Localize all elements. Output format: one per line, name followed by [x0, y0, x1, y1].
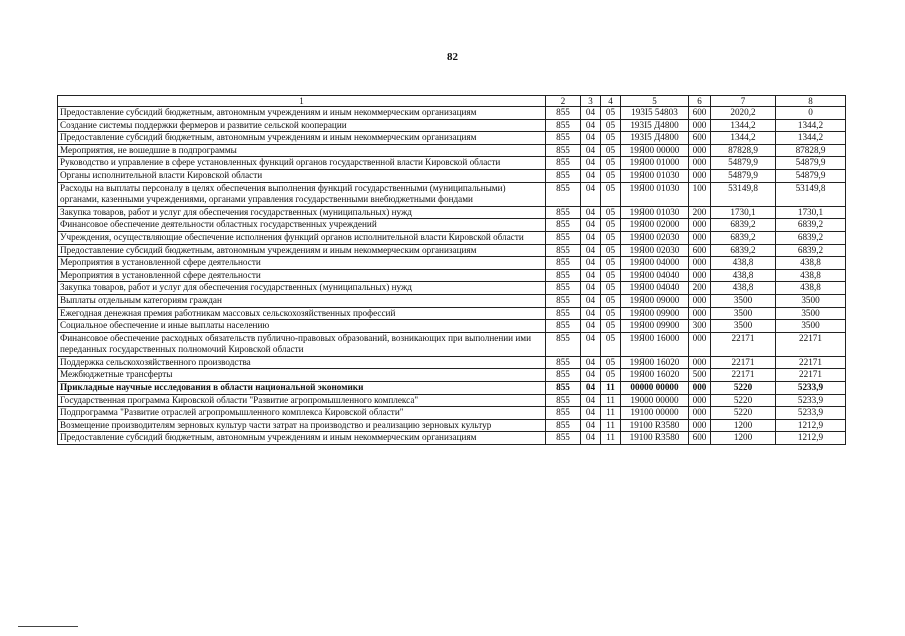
subsection-code: 05: [601, 294, 621, 307]
amount-final: 438,8: [776, 282, 846, 295]
amount-final: 53149,8: [776, 182, 846, 206]
column-header-8: 8: [776, 96, 846, 107]
row-name: Мероприятия в установленной сфере деятельности: [58, 257, 546, 270]
rzpr-code: 855: [546, 432, 581, 445]
section-code: 04: [581, 119, 601, 132]
column-header-4: 4: [601, 96, 621, 107]
amount-final: 1212,9: [776, 432, 846, 445]
target-article-code: 19Я00 02000: [621, 219, 689, 232]
amount-plan: 53149,8: [711, 182, 776, 206]
footnote-divider: [18, 626, 78, 627]
row-name: Мероприятия в установленной сфере деятельности: [58, 269, 546, 282]
expense-type-code: 200: [689, 282, 711, 295]
subsection-code: 05: [601, 307, 621, 320]
amount-final: 438,8: [776, 257, 846, 270]
subsection-code: 05: [601, 219, 621, 232]
amount-final: 5233,9: [776, 382, 846, 395]
rzpr-code: 855: [546, 169, 581, 182]
rzpr-code: 855: [546, 132, 581, 145]
row-name: Закупка товаров, работ и услуг для обеспечения государственных (муниципальных) нужд: [58, 282, 546, 295]
rzpr-code: 855: [546, 144, 581, 157]
amount-final: 6839,2: [776, 231, 846, 244]
table-body: [58, 107, 846, 445]
rzpr-code: 855: [546, 320, 581, 333]
amount-final: 22171: [776, 369, 846, 382]
amount-plan: 6839,2: [711, 244, 776, 257]
expense-type-code: 000: [689, 257, 711, 270]
subsection-code: 11: [601, 419, 621, 432]
column-header-5: 5: [621, 96, 689, 107]
table-row: [58, 132, 846, 145]
target-article-code: 19Я00 04000: [621, 257, 689, 270]
expense-type-code: 300: [689, 320, 711, 333]
rzpr-code: 855: [546, 219, 581, 232]
rzpr-code: 855: [546, 369, 581, 382]
row-name: Прикладные научные исследования в области национальной экономики: [58, 382, 546, 395]
amount-plan: 1200: [711, 419, 776, 432]
table-row: [58, 307, 846, 320]
rzpr-code: 855: [546, 206, 581, 219]
subsection-code: 05: [601, 369, 621, 382]
target-article-code: 193I5 54803: [621, 107, 689, 120]
expense-type-code: 500: [689, 369, 711, 382]
target-article-code: 19Я00 09900: [621, 307, 689, 320]
target-article-code: 19000 00000: [621, 394, 689, 407]
row-name: Закупка товаров, работ и услуг для обеспечения государственных (муниципальных) нужд: [58, 206, 546, 219]
subsection-code: 05: [601, 320, 621, 333]
row-name: Ежегодная денежная премия работникам массовых сельскохозяйственных профессий: [58, 307, 546, 320]
amount-final: 22171: [776, 332, 846, 356]
expense-type-code: 000: [689, 144, 711, 157]
row-name: Руководство и управление в сфере установленных функций органов государственной власти Кировской области: [58, 157, 546, 170]
section-code: 04: [581, 320, 601, 333]
section-code: 04: [581, 257, 601, 270]
expense-type-code: 000: [689, 294, 711, 307]
amount-plan: 3500: [711, 294, 776, 307]
target-article-code: 19Я00 01030: [621, 206, 689, 219]
row-name: Государственная программа Кировской области "Развитие агропромышленного комплекса": [58, 394, 546, 407]
table-row: [58, 231, 846, 244]
table-row: [58, 282, 846, 295]
subsection-code: 05: [601, 206, 621, 219]
subsection-code: 11: [601, 432, 621, 445]
row-name: Предоставление субсидий бюджетным, автономным учреждениям и иным некоммерческим организациям: [58, 132, 546, 145]
amount-final: 3500: [776, 307, 846, 320]
expense-type-code: 600: [689, 432, 711, 445]
amount-plan: 22171: [711, 356, 776, 369]
table-row: [58, 144, 846, 157]
rzpr-code: 855: [546, 119, 581, 132]
target-article-code: 19100 R3580: [621, 432, 689, 445]
amount-plan: 1344,2: [711, 119, 776, 132]
table-row: [58, 407, 846, 420]
amount-plan: 3500: [711, 320, 776, 333]
amount-plan: 54879,9: [711, 157, 776, 170]
section-code: 04: [581, 332, 601, 356]
rzpr-code: 855: [546, 307, 581, 320]
section-code: 04: [581, 369, 601, 382]
section-code: 04: [581, 269, 601, 282]
rzpr-code: 855: [546, 182, 581, 206]
section-code: 04: [581, 356, 601, 369]
amount-plan: 22171: [711, 332, 776, 356]
table-row: [58, 119, 846, 132]
target-article-code: 19Я00 16020: [621, 356, 689, 369]
row-name: Учреждения, осуществляющие обеспечение исполнения функций органов исполнительной власти Кировской области: [58, 231, 546, 244]
expense-type-code: 000: [689, 119, 711, 132]
section-code: 04: [581, 132, 601, 145]
amount-plan: 6839,2: [711, 231, 776, 244]
rzpr-code: 855: [546, 244, 581, 257]
section-code: 04: [581, 382, 601, 395]
expense-type-code: 000: [689, 169, 711, 182]
row-name: Финансовое обеспечение деятельности областных государственных учреждений: [58, 219, 546, 232]
budget-table: [57, 95, 846, 445]
table-row: [58, 219, 846, 232]
rzpr-code: 855: [546, 382, 581, 395]
section-code: 04: [581, 182, 601, 206]
amount-final: 438,8: [776, 269, 846, 282]
target-article-code: 19Я00 16000: [621, 332, 689, 356]
target-article-code: 19Я00 04040: [621, 269, 689, 282]
expense-type-code: 000: [689, 219, 711, 232]
table-row: [58, 320, 846, 333]
expense-type-code: 000: [689, 382, 711, 395]
table-row: [58, 206, 846, 219]
amount-final: 1212,9: [776, 419, 846, 432]
amount-final: 6839,2: [776, 219, 846, 232]
column-header-6: 6: [689, 96, 711, 107]
table-row: [58, 382, 846, 395]
section-code: 04: [581, 169, 601, 182]
amount-plan: 54879,9: [711, 169, 776, 182]
amount-final: 87828,9: [776, 144, 846, 157]
section-code: 04: [581, 394, 601, 407]
column-header-3: 3: [581, 96, 601, 107]
column-header-7: 7: [711, 96, 776, 107]
expense-type-code: 000: [689, 394, 711, 407]
subsection-code: 05: [601, 157, 621, 170]
row-name: Создание системы поддержки фермеров и развитие сельской кооперации: [58, 119, 546, 132]
expense-type-code: 100: [689, 182, 711, 206]
amount-plan: 438,8: [711, 269, 776, 282]
row-name: Поддержка сельскохозяйственного производства: [58, 356, 546, 369]
section-code: 04: [581, 282, 601, 295]
row-name: Предоставление субсидий бюджетным, автономным учреждениям и иным некоммерческим организациям: [58, 432, 546, 445]
row-name: Органы исполнительной власти Кировской области: [58, 169, 546, 182]
target-article-code: 19Я00 02030: [621, 244, 689, 257]
rzpr-code: 855: [546, 394, 581, 407]
section-code: 04: [581, 231, 601, 244]
amount-final: 54879,9: [776, 169, 846, 182]
rzpr-code: 855: [546, 332, 581, 356]
row-name: Межбюджетные трансферты: [58, 369, 546, 382]
subsection-code: 05: [601, 169, 621, 182]
target-article-code: 193I5 Д4800: [621, 119, 689, 132]
expense-type-code: 600: [689, 244, 711, 257]
table-row: [58, 157, 846, 170]
subsection-code: 11: [601, 394, 621, 407]
amount-final: 6839,2: [776, 244, 846, 257]
target-article-code: 19Я00 00000: [621, 144, 689, 157]
expense-type-code: 000: [689, 356, 711, 369]
amount-plan: 5220: [711, 407, 776, 420]
expense-type-code: 000: [689, 269, 711, 282]
table-row: [58, 332, 846, 356]
table-row: [58, 257, 846, 270]
target-article-code: 19Я00 01030: [621, 182, 689, 206]
rzpr-code: 855: [546, 294, 581, 307]
amount-final: 3500: [776, 320, 846, 333]
subsection-code: 05: [601, 257, 621, 270]
rzpr-code: 855: [546, 107, 581, 120]
amount-plan: 6839,2: [711, 219, 776, 232]
subsection-code: 05: [601, 244, 621, 257]
amount-final: 3500: [776, 294, 846, 307]
rzpr-code: 855: [546, 356, 581, 369]
column-header-1: 1: [58, 96, 546, 107]
target-article-code: 19Я00 04040: [621, 282, 689, 295]
table-header-row: [58, 96, 846, 107]
rzpr-code: 855: [546, 257, 581, 270]
table-row: [58, 294, 846, 307]
amount-final: 1344,2: [776, 132, 846, 145]
expense-type-code: 000: [689, 332, 711, 356]
table-row: [58, 269, 846, 282]
amount-plan: 3500: [711, 307, 776, 320]
column-header-2: 2: [546, 96, 581, 107]
amount-plan: 22171: [711, 369, 776, 382]
section-code: 04: [581, 419, 601, 432]
row-name: Социальное обеспечение и иные выплаты населению: [58, 320, 546, 333]
amount-final: 0: [776, 107, 846, 120]
table-row: [58, 369, 846, 382]
table-row: [58, 244, 846, 257]
amount-plan: 1730,1: [711, 206, 776, 219]
target-article-code: 19Я00 02030: [621, 231, 689, 244]
subsection-code: 05: [601, 269, 621, 282]
table-row: [58, 182, 846, 206]
expense-type-code: 000: [689, 231, 711, 244]
subsection-code: 05: [601, 132, 621, 145]
section-code: 04: [581, 244, 601, 257]
row-name: Предоставление субсидий бюджетным, автономным учреждениям и иным некоммерческим организациям: [58, 107, 546, 120]
target-article-code: 19100 R3580: [621, 419, 689, 432]
table-row: [58, 107, 846, 120]
amount-plan: 5220: [711, 382, 776, 395]
subsection-code: 05: [601, 356, 621, 369]
expense-type-code: 200: [689, 206, 711, 219]
rzpr-code: 855: [546, 282, 581, 295]
amount-plan: 438,8: [711, 282, 776, 295]
rzpr-code: 855: [546, 419, 581, 432]
row-name: Подпрограмма "Развитие отраслей агропромышленного комплекса Кировской области": [58, 407, 546, 420]
row-name: Предоставление субсидий бюджетным, автономным учреждениям и иным некоммерческим организациям: [58, 244, 546, 257]
expense-type-code: 000: [689, 307, 711, 320]
table-row: [58, 169, 846, 182]
row-name: Мероприятия, не вошедшие в подпрограммы: [58, 144, 546, 157]
target-article-code: 19Я00 09000: [621, 294, 689, 307]
section-code: 04: [581, 157, 601, 170]
table-row: [58, 356, 846, 369]
amount-final: 54879,9: [776, 157, 846, 170]
amount-final: 5233,9: [776, 407, 846, 420]
section-code: 04: [581, 294, 601, 307]
subsection-code: 05: [601, 182, 621, 206]
expense-type-code: 000: [689, 407, 711, 420]
section-code: 04: [581, 107, 601, 120]
table-row: [58, 394, 846, 407]
target-article-code: 19Я00 09900: [621, 320, 689, 333]
target-article-code: 00000 00000: [621, 382, 689, 395]
subsection-code: 05: [601, 107, 621, 120]
section-code: 04: [581, 206, 601, 219]
row-name: Выплаты отдельным категориям граждан: [58, 294, 546, 307]
subsection-code: 11: [601, 407, 621, 420]
rzpr-code: 855: [546, 407, 581, 420]
row-name: Расходы на выплаты персоналу в целях обеспечения выполнения функций государственными (муниципальными) органами, казенными учреждениями, органами управления государственными внебюджетными фондами: [58, 182, 546, 206]
amount-final: 1344,2: [776, 119, 846, 132]
amount-plan: 87828,9: [711, 144, 776, 157]
subsection-code: 05: [601, 332, 621, 356]
section-code: 04: [581, 407, 601, 420]
section-code: 04: [581, 219, 601, 232]
expense-type-code: 000: [689, 157, 711, 170]
expense-type-code: 600: [689, 132, 711, 145]
subsection-code: 11: [601, 382, 621, 395]
rzpr-code: 855: [546, 157, 581, 170]
section-code: 04: [581, 144, 601, 157]
amount-plan: 438,8: [711, 257, 776, 270]
target-article-code: 19Я00 01030: [621, 169, 689, 182]
subsection-code: 05: [601, 231, 621, 244]
amount-plan: 1344,2: [711, 132, 776, 145]
amount-plan: 2020,2: [711, 107, 776, 120]
page-number: 82: [447, 51, 458, 63]
target-article-code: 19Я00 16020: [621, 369, 689, 382]
table-row: [58, 419, 846, 432]
amount-final: 5233,9: [776, 394, 846, 407]
subsection-code: 05: [601, 144, 621, 157]
rzpr-code: 855: [546, 269, 581, 282]
amount-plan: 5220: [711, 394, 776, 407]
target-article-code: 19Я00 01000: [621, 157, 689, 170]
amount-final: 1730,1: [776, 206, 846, 219]
target-article-code: 193I5 Д4800: [621, 132, 689, 145]
row-name: Возмещение производителям зерновых культур части затрат на производство и реализацию зерновых культур: [58, 419, 546, 432]
section-code: 04: [581, 432, 601, 445]
amount-plan: 1200: [711, 432, 776, 445]
subsection-code: 05: [601, 119, 621, 132]
row-name: Финансовое обеспечение расходных обязательств публично-правовых образований, возникающих при выполнении ими переданных государственных полномочий Кировской области: [58, 332, 546, 356]
target-article-code: 19100 00000: [621, 407, 689, 420]
expense-type-code: 600: [689, 107, 711, 120]
table-row: [58, 432, 846, 445]
expense-type-code: 000: [689, 419, 711, 432]
rzpr-code: 855: [546, 231, 581, 244]
section-code: 04: [581, 307, 601, 320]
subsection-code: 05: [601, 282, 621, 295]
amount-final: 22171: [776, 356, 846, 369]
